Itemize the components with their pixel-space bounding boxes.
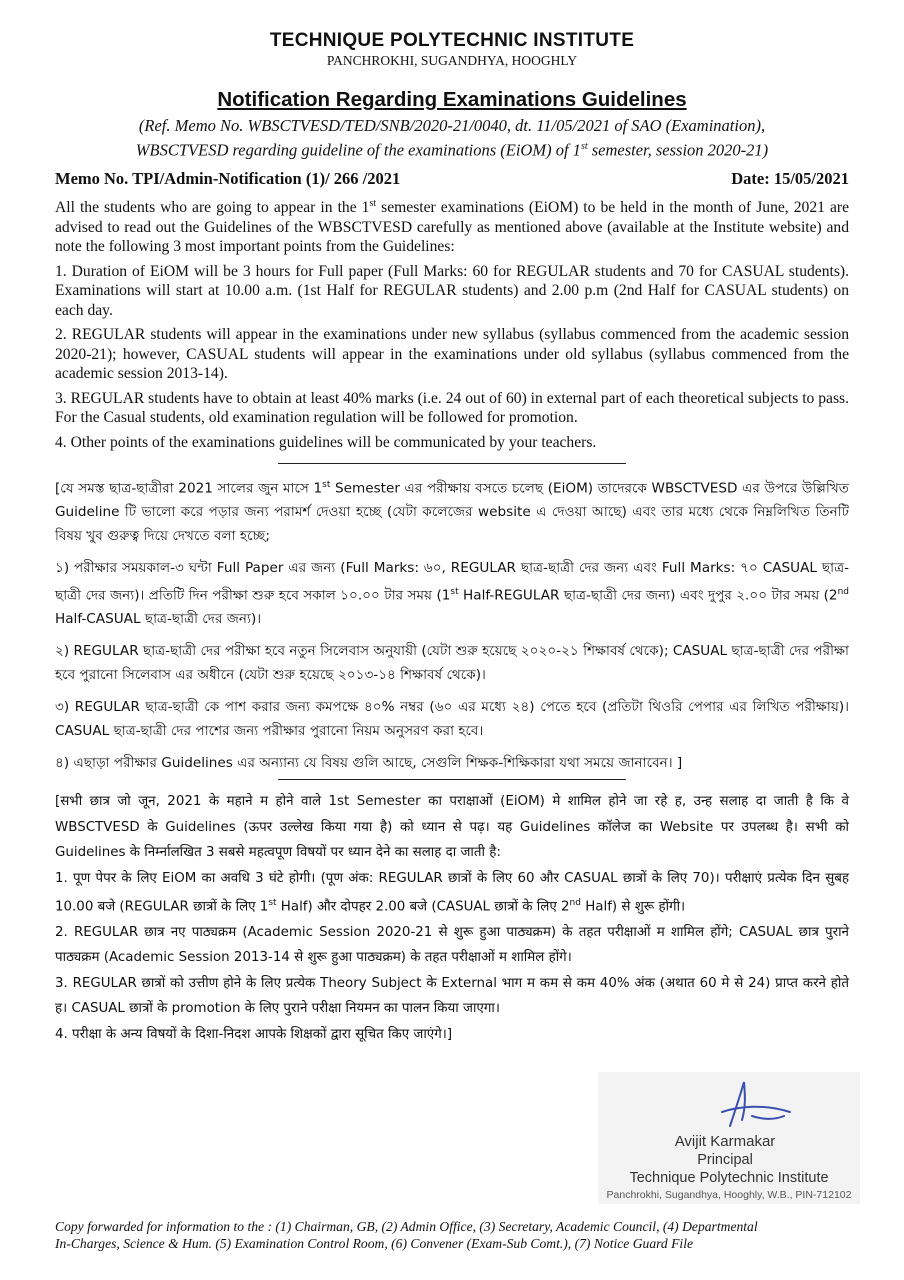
footer-line-1: Copy forwarded for information to the : (1) Chairman, GB, (2) Admin Office, (3) Secretary, Academic Council, (4) Departmental [55, 1219, 758, 1234]
hindi-point-1: 1. पूण पेपर के लिए EiOM का अवधि 3 घंटे होगी। (पूण अंक: REGULAR छात्रों के लिए 60 और CASUAL छात्रों के लिए 70)। परीक्षाएं प्रत्येक दिन सुबह 10.00 बजे (REGULAR छात्रों के लिए 1st Half) और दोपहर 2.00 बजे (CASUAL छात्रों के लिए 2nd Half) से शुरू होंगी। [55, 870, 849, 915]
institute-address: PANCHROKHI, SUGANDHYA, HOOGHLY [326, 53, 578, 68]
section-divider [278, 779, 626, 780]
bengali-section [55, 474, 849, 785]
english-point-4: 4. Other points of the examinations guidelines will be communicated by your teachers. [55, 433, 597, 451]
copy-forwarded-footer [55, 1218, 853, 1252]
memo-date: Date: 15/05/2021 [731, 169, 849, 188]
institute-name: TECHNIQUE POLYTECHNIC INSTITUTE [269, 30, 635, 51]
english-point-1: 1. Duration of EiOM will be 3 hours for Full paper (Full Marks: 60 for REGULAR students and 70 for CASUAL students). Examinations will start at 10.00 a.m. (1st Half for REGULAR students) and 2.00 p.m (2nd Half for CASUAL students) on each day. [55, 262, 849, 319]
bengali-intro: [যে সমস্ত ছাত্র-ছাত্রীরা 2021 সালের জুন মাসে 1st Semester এর পরীক্ষায় বসতে চলেছ (EiOM) তাদেরকে WBSCTVESD এর উপরে উল্লিখিত Guideline টি ভালো করে পড়ার জন্য পরামর্শ দেওয়া হচ্ছে (যেটা কলেজের website এ দেওয়া আছে) এবং তার মধ্যে থেকে নিম্নলিখিত তিনটি বিষয় খুব গুরুত্ব দিয়ে দেখতে বলা হচ্ছে; [55, 480, 849, 544]
bengali-point-1: ১) পরীক্ষার সময়কাল-৩ ঘন্টা Full Paper এর জন্য (Full Marks: ৬০, REGULAR ছাত্র-ছাত্রী দের জন্য এবং Full Marks: ৭০ CASUAL ছাত্র-ছাত্রী দের জন্য)। প্রতিটি দিন পরীক্ষা শুরু হবে সকাল ১০.০০ টার সময় (1st Half-REGULAR ছাত্র-ছাত্রী দের জন্য) এবং দুপুর ২.০০ টার সময় (2nd Half-CASUAL ছাত্র-ছাত্রী দের জন্য)। [55, 560, 849, 627]
reference-memo [40, 115, 864, 161]
handwritten-signature [712, 1076, 802, 1136]
hindi-section [55, 789, 849, 1047]
signatory-institute: Technique Polytechnic Institute [629, 1170, 829, 1186]
english-section [55, 194, 849, 457]
english-intro: All the students who are going to appear in the 1st semester examinations (EiOM) to be held in the month of June, 2021 are advised to read out the Guidelines of the WBSCTVESD carefully as mentioned above (available at the Institute website) and note the following 3 most important points from the Guidelines: [55, 198, 849, 256]
signatory-title: Principal [697, 1152, 753, 1168]
memo-number: Memo No. TPI/Admin-Notification (1)/ 266 /2021 [55, 169, 401, 188]
memo-row [55, 169, 849, 189]
bengali-point-3: ৩) REGULAR ছাত্র-ছাত্রী কে পাশ করার জন্য কমপক্ষে ৪০% নম্বর (৬০ এর মধ্যে ২৪) পেতে হবে (প্রতিটা থিওরি পেপার এর লিখিত পরীক্ষায়)। CASUAL ছাত্র-ছাত্রী দের পাশের জন্য পরীক্ষার পুরানো নিয়ম অনুসরণ করা হবে। [55, 699, 849, 739]
reference-line-1: (Ref. Memo No. WBSCTVESD/TED/SNB/2020-21/0040, dt. 11/05/2021 of SAO (Examination), [138, 116, 766, 135]
bengali-point-4: ৪) এছাড়া পরীক্ষার Guidelines এর অন্যান্য যে বিষয় গুলি আছে, সেগুলি শিক্ষক-শিক্ষিকারা যথা সময়ে জানাবেন। ] [55, 755, 683, 772]
signatory-name: Avijit Karmakar [674, 1133, 776, 1150]
english-point-3: 3. REGULAR students have to obtain at least 40% marks (i.e. 24 out of 60) in external part of each theoretical subjects to pass. For the Casual students, old examination regulation will be followed for promotion. [55, 389, 849, 427]
hindi-point-4: 4. परीक्षा के अन्य विषयों के दिशा-निदश आपके शिक्षकों द्वारा सूचित किए जाएंगे।] [55, 1026, 453, 1042]
signatory-address: Panchrokhi, Sugandhya, Hooghly, W.B., PIN-712102 [606, 1189, 852, 1201]
bengali-point-2: ২) REGULAR ছাত্র-ছাত্রী দের পরীক্ষা হবে নতুন সিলেবাস অনুযায়ী (যেটা শুরু হয়েছে ২০২০-২১ শিক্ষাবর্ষ থেকে); CASUAL ছাত্র-ছাত্রী দের পরীক্ষা হবে পুরানো সিলেবাস এর অধীনে (যেটা শুরু হয়েছে ২০১৩-১৪ শিক্ষাবর্ষ থেকে)। [55, 643, 849, 683]
footer-line-2: In-Charges, Science & Hum. (5) Examination Control Room, (6) Convener (Exam-Sub Comt.), (7) Notice Guard File [55, 1236, 694, 1251]
section-divider [278, 463, 626, 464]
hindi-point-2: 2. REGULAR छात्र नए पाठ्यक्रम (Academic Session 2020-21 से शुरू हुआ पाठ्यक्रम) के तहत परीक्षाओं म शामिल होंगे; CASUAL छात्र पुराने पाठ्यक्रम (Academic Session 2013-14 से शुरू हुआ पाठ्यक्रम) के तहत परीक्षाओं म शामिल होंगे। [55, 924, 849, 966]
reference-line-2: WBSCTVESD regarding guideline of the examinations (EiOM) of 1st semester, session 2020-21) [135, 140, 769, 160]
notice-title: Notification Regarding Examinations Guidelines [217, 88, 687, 111]
hindi-intro: [सभी छात्र जो जून, 2021 के महाने म होने वाले 1st Semester का पराक्षाओं (EiOM) मे शामिल होने जा रहे ह, उन्ह सलाह दा जाती है कि वे WBSCTVESD के Guidelines (ऊपर उल्लेख किया गया है) को ध्यान से पढ़। यह Guidelines कॉलेज का Website पर उपलब्ध है। सभी को Guidelines के निर्म्नालखित 3 सबसे महत्वपूण विषयों पर ध्यान देने का सलाह दा जाती है: [55, 794, 849, 860]
english-point-2: 2. REGULAR students will appear in the examinations under new syllabus (syllabus commenced from the academic session 2020-21); however, CASUAL students will appear in the examinations under old syllabus (syllabus commenced from the academic session 2013-14). [55, 326, 849, 383]
hindi-point-3: 3. REGULAR छात्रों को उत्तीण होने के लिए प्रत्येक Theory Subject के External भाग म कम से कम 40% अंक (अथात 60 मे से 24) प्राप्त करने होते ह। CASUAL छात्रों के promotion के लिए पुराने परीक्षा नियमन का पालन किया जाएगा। [55, 975, 849, 1017]
